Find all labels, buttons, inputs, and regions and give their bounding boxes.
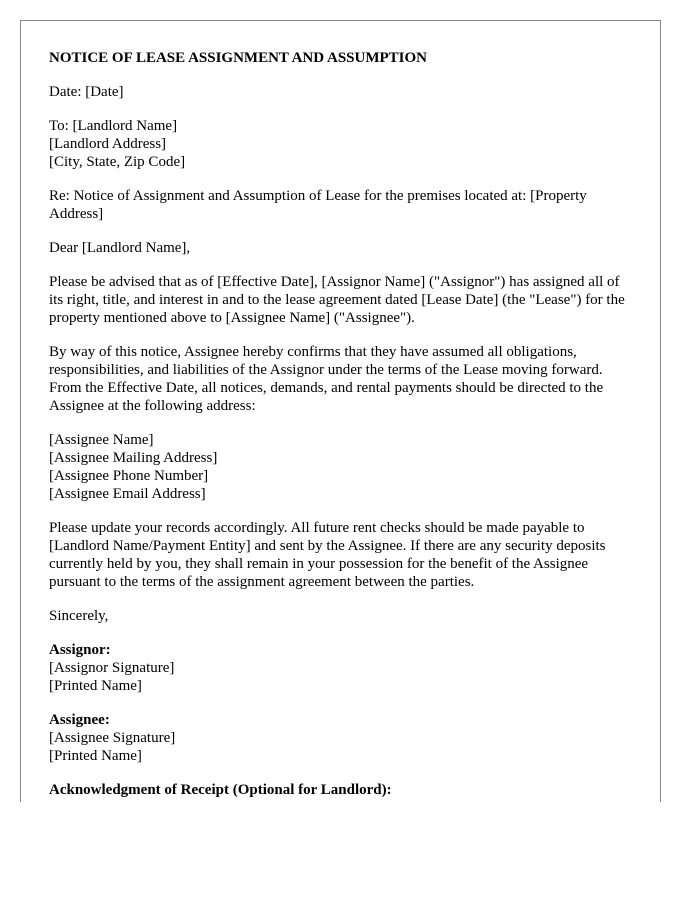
recipient-name: To: [Landlord Name] — [49, 118, 178, 134]
assignee-name: [Assignee Name] — [49, 432, 154, 448]
recipient-city: [City, State, Zip Code] — [49, 154, 186, 170]
closing: Sincerely, — [49, 608, 109, 624]
date-line: Date: [Date] — [49, 84, 124, 100]
paragraph-assignment: Please be advised that as of [Effective Date], [Assignor Name] ("Assignor") has assigned all of its right, title, and interest in and to the lease agreement dated [Lease Date] (the "Lease") for the property mentioned above to [Assignee Name] ("Assignee"). — [49, 274, 625, 326]
assignee-heading: Assignee: — [49, 712, 110, 728]
assignee-phone: [Assignee Phone Number] — [49, 468, 209, 484]
recipient-block — [49, 117, 632, 171]
re-line: Re: Notice of Assignment and Assumption of Lease for the premises located at: [Property Address] — [49, 188, 587, 222]
assignor-printed-name: [Printed Name] — [49, 678, 142, 694]
document-page — [20, 20, 661, 802]
paragraph-records: Please update your records accordingly. All future rent checks should be made payable to [Landlord Name/Payment Entity] and sent by the Assignee. If there are any security deposits currently held by you, they shall remain in your possession for the benefit of the Assignee pursuant to the terms of the assignment agreement between the parties. — [49, 520, 606, 590]
assignee-printed-name: [Printed Name] — [49, 748, 142, 764]
assignor-signature: [Assignor Signature] — [49, 660, 175, 676]
salutation: Dear [Landlord Name], — [49, 240, 191, 256]
assignee-signature: [Assignee Signature] — [49, 730, 176, 746]
acknowledgment-heading: Acknowledgment of Receipt (Optional for Landlord): — [49, 782, 392, 798]
paragraph-assumption: By way of this notice, Assignee hereby confirms that they have assumed all obligations, responsibilities, and liabilities of the Assignor under the terms of the Lease moving forward. From the Effective Date, all notices, demands, and rental payments should be directed to the Assignee at the following address: — [49, 344, 604, 414]
assignee-address-block — [49, 431, 632, 503]
recipient-address: [Landlord Address] — [49, 136, 167, 152]
assignee-signature-block — [49, 711, 632, 765]
assignor-heading: Assignor: — [49, 642, 111, 658]
assignee-mailing-address: [Assignee Mailing Address] — [49, 450, 218, 466]
document-title: NOTICE OF LEASE ASSIGNMENT AND ASSUMPTION — [49, 50, 428, 66]
assignee-email: [Assignee Email Address] — [49, 486, 206, 502]
assignor-signature-block — [49, 641, 632, 695]
